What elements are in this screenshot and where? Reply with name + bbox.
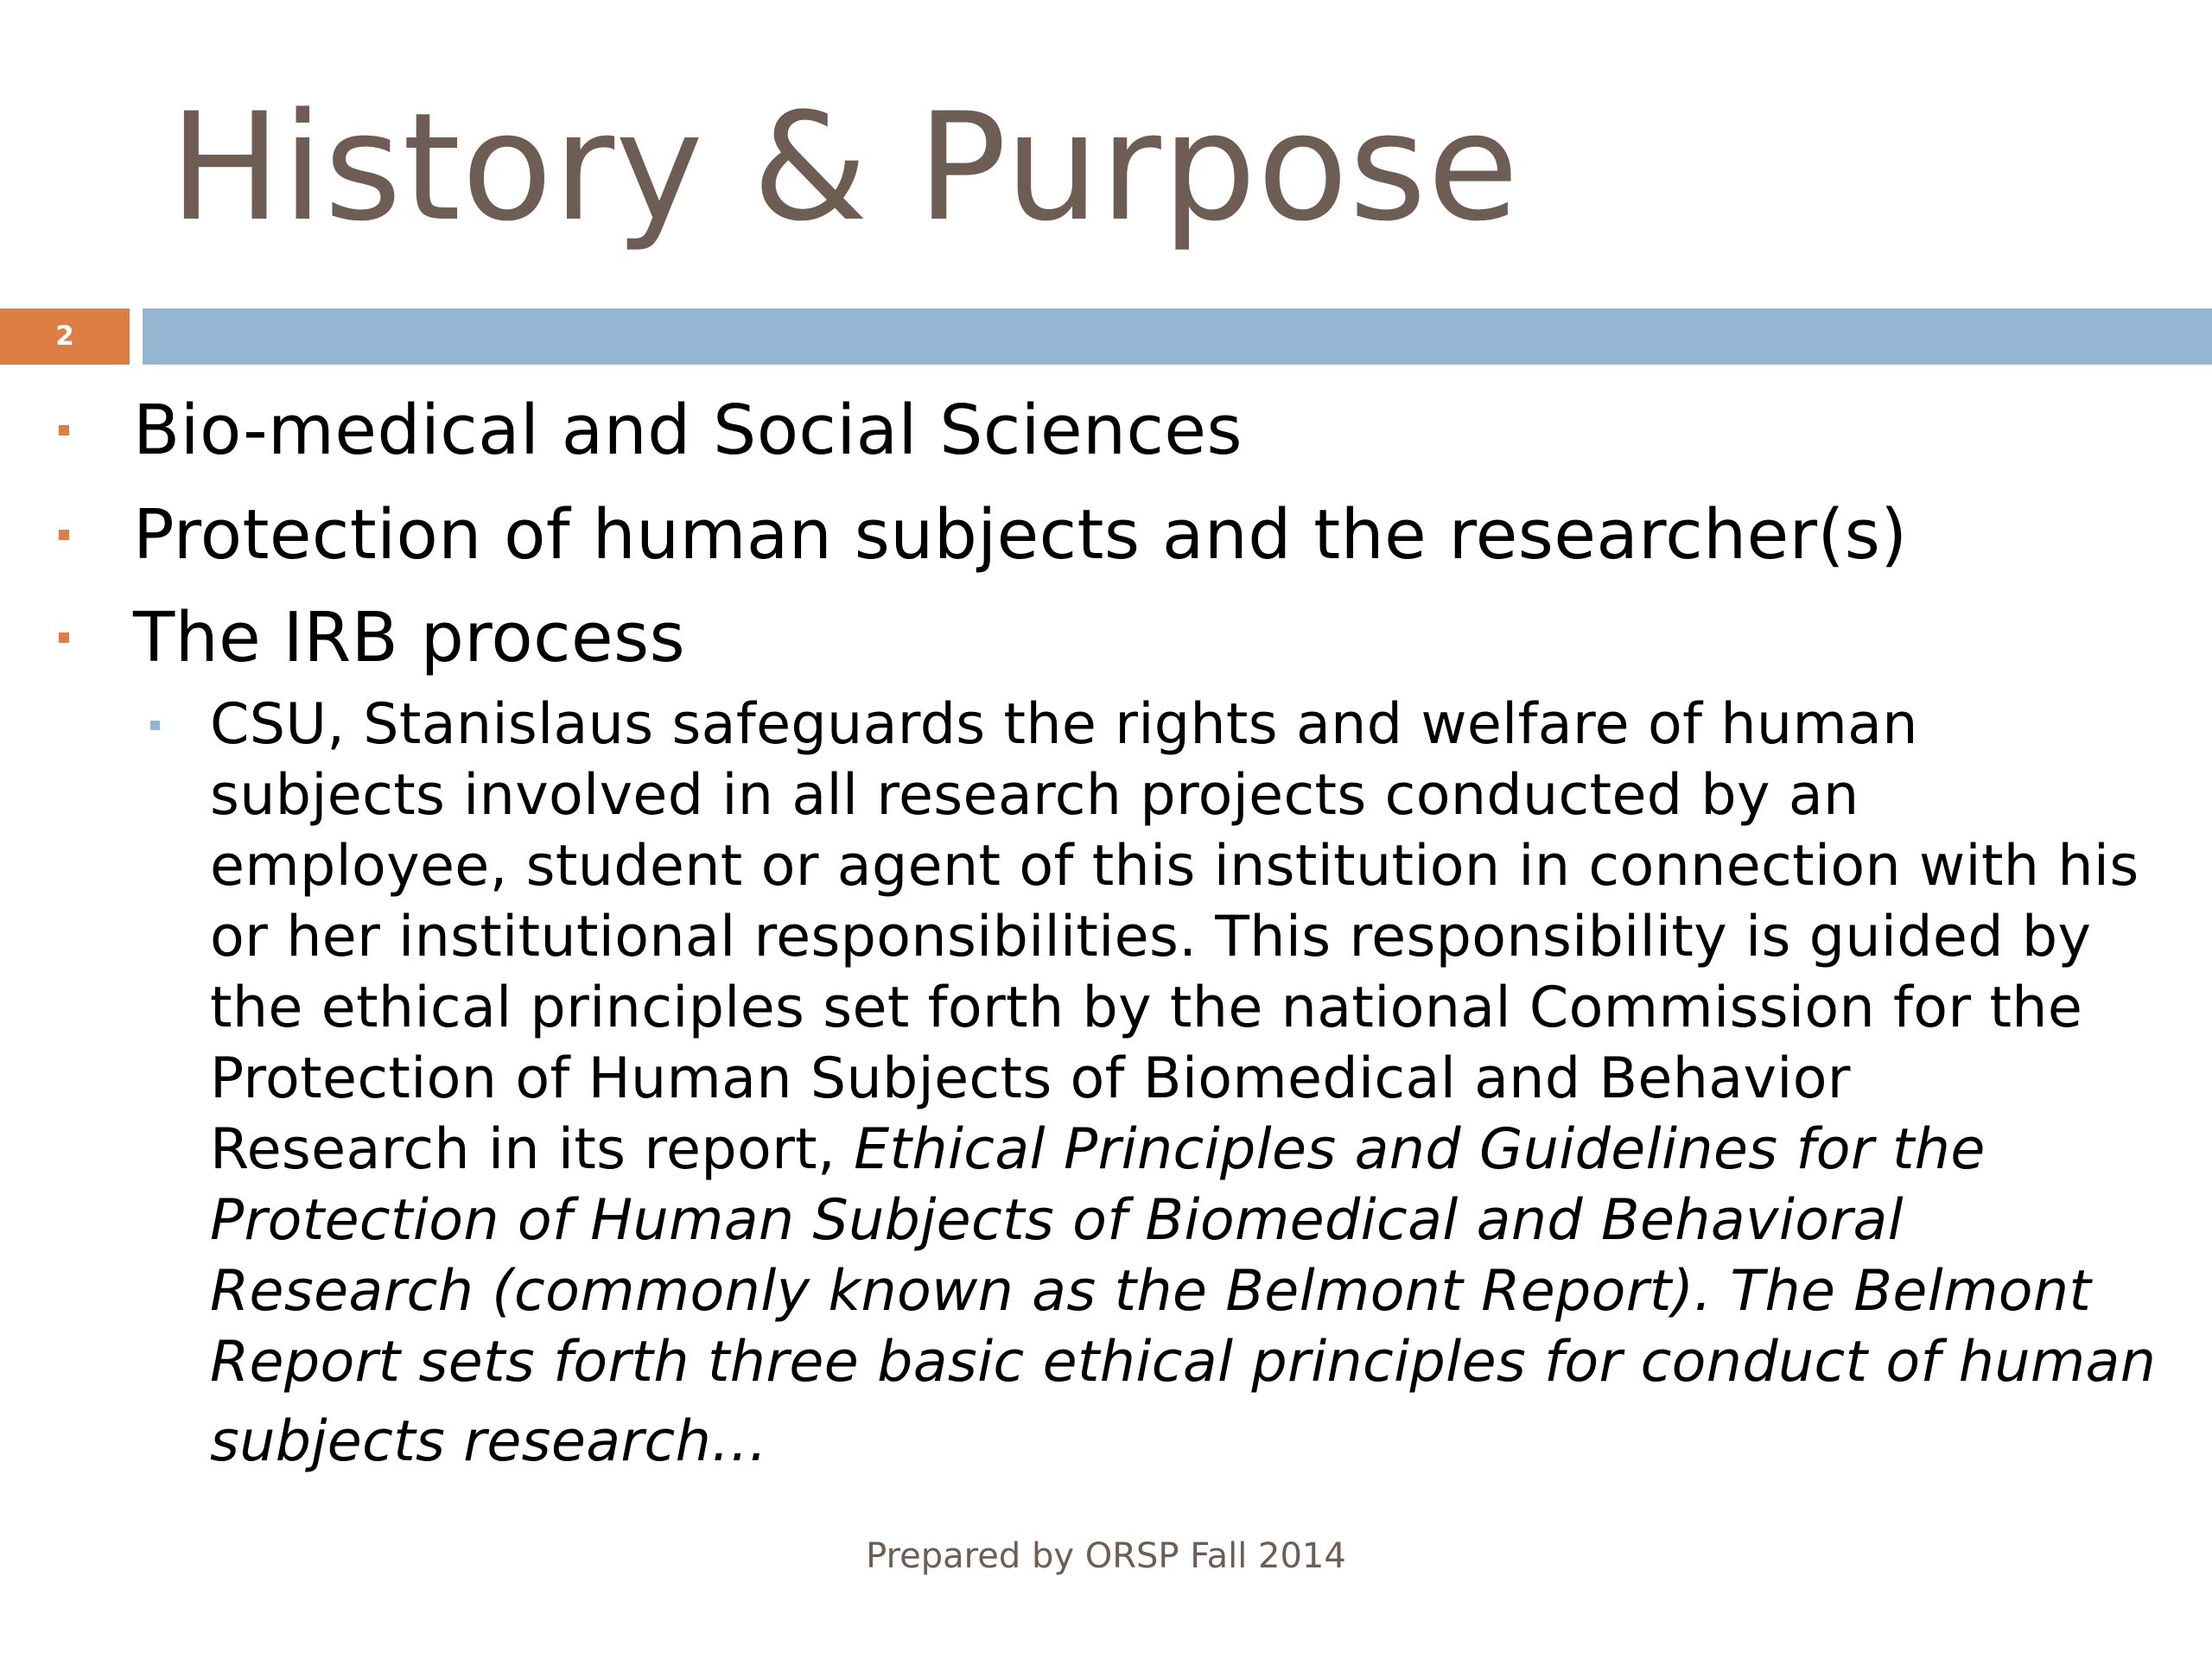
paragraph-line: or her institutional responsibilities. This responsibility is guided by (210, 905, 2092, 969)
square-bullet-icon (59, 632, 69, 643)
report-intro-text: Research in its report, (210, 1117, 836, 1182)
paragraph-line: subjects involved in all research projects conducted by an (210, 763, 1859, 828)
paragraph-line: Protection of Human Subjects of Biomedical and Behavioral (210, 1188, 1904, 1253)
page-number-badge: 2 (0, 308, 130, 365)
bullet-item (0, 594, 2126, 681)
square-bullet-icon (59, 425, 69, 435)
paragraph-line: the ethical principles set forth by the national Commission for the (210, 976, 2083, 1040)
bullet-text: Protection of human subjects and the researcher(s) (133, 495, 1908, 575)
bullet-item (0, 492, 2126, 578)
bullet-text: Bio-medical and Social Sciences (133, 391, 1243, 470)
bullet-item (0, 387, 2126, 474)
square-bullet-icon (59, 530, 69, 540)
report-title-text: Ethical Principles and Guidelines for the (854, 1117, 1986, 1182)
sub-bullet-icon (150, 721, 160, 730)
paragraph-line (210, 1115, 2171, 1185)
paragraph-line: Research (commonly known as the Belmont Report). The Belmont (210, 1259, 2092, 1324)
paragraph-line: employee, student or agent of this institution in connection with his (210, 834, 2139, 899)
sub-bullet-item (0, 690, 2160, 1474)
paragraph-line: CSU, Stanislaus safeguards the rights and welfare of human (210, 692, 1918, 757)
slide-footer: Prepared by ORSP Fall 2014 (866, 1536, 1346, 1576)
sub-bullet-paragraph (210, 690, 2171, 1478)
paragraph-line: Report sets forth three basic ethical principles for conduct of human (210, 1330, 2157, 1395)
paragraph-line: Protection of Human Subjects of Biomedical and Behavior (210, 1046, 1851, 1111)
bullet-text: The IRB process (133, 598, 686, 677)
title-divider-bar (143, 308, 2212, 365)
paragraph-line: subjects research… (210, 1409, 768, 1474)
slide-title: History & Purpose (169, 80, 1520, 254)
